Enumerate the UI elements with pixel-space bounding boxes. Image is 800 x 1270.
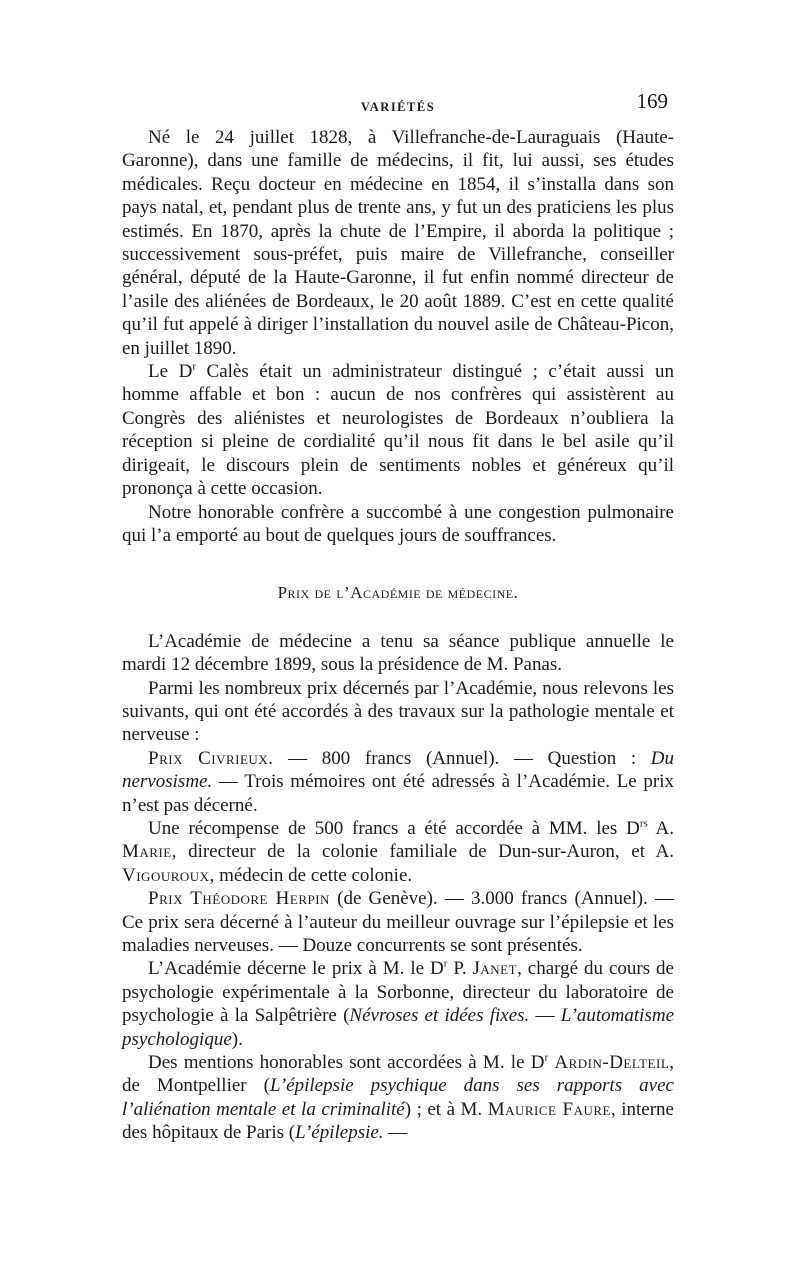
work-title: Névroses et idées fixes.	[349, 1005, 530, 1027]
text-segment: —	[529, 1005, 561, 1027]
work-title: L’automatisme psychologique	[122, 1005, 674, 1050]
obituary-paragraph-2	[122, 360, 674, 500]
page-number: 169	[636, 89, 668, 113]
section-title: Prix de l’Académie de médecine.	[277, 583, 519, 603]
text-segment: L’Académie décerne le prix à M. le D	[148, 958, 444, 980]
prize-herpin	[122, 887, 674, 957]
page-header	[122, 89, 674, 124]
text-segment: A.	[647, 817, 674, 839]
text-segment: — 800 francs (Annuel). — Question :	[273, 747, 651, 769]
person-name: Vigouroux	[122, 864, 210, 886]
superscript: r	[192, 360, 196, 373]
superscript: r	[544, 1051, 549, 1064]
prize-civrieux	[122, 747, 674, 817]
work-title: L’épilepsie psychique dans ses rapports avec l’aliénation mentale et la criminalité	[122, 1075, 674, 1120]
recompense-paragraph	[122, 817, 674, 887]
text-segment: , de Montpellier (	[122, 1052, 675, 1097]
person-name: Maurice Faure	[487, 1098, 611, 1120]
question-title: Du nervosisme.	[122, 747, 675, 793]
text-segment: — Trois mémoires ont été adressés à l’Académie. Le prix n’est pas décerné.	[122, 771, 674, 816]
text-segment: , directeur de la colonie familiale de Dun-sur-Auron, et A.	[171, 841, 674, 863]
superscript: r	[443, 958, 448, 971]
text-segment: ) ; et à M.	[404, 1098, 488, 1120]
obituary-paragraph-1: Né le 24 juillet 1828, à Villefranche-de-Lauraguais (Haute-Garonne), dans une famille de médecins, il fit, lui aussi, ses études médicales. Reçu docteur en médecine en 1854, il s’installa dans son pays natal, et, pendant plus de trente ans, y fut un des praticiens les plus estimés. En 1870, après la chute de l’Empire, il aborda la politique ; successivement sous-préfet, puis maire de Villefranche, conseiller général, député de la Haute-Garonne, il fut enfin nommé directeur de l’asile des aliénées de Bordeaux, le 20 août 1889. C’est en cette qualité qu’il fut appelé à diriger l’installation du nouvel asile de Château-Picon, en juillet 1890.	[122, 127, 674, 359]
text-segment: , médecin de cette colonie.	[209, 864, 413, 886]
person-name: Janet	[472, 958, 518, 980]
text-segment: Des mentions honorables sont accordées à M. le D	[148, 1052, 545, 1074]
text-segment: , chargé du cours de psychologie expérimentale à la Sorbonne, directeur du laboratoire de psychologie à la Salpêtrière (	[122, 958, 674, 1027]
running-head: VARIÉTÉS	[360, 100, 436, 114]
text-segment: —	[383, 1122, 408, 1144]
prize-name: Prix Civrieux.	[148, 747, 274, 769]
superscript: rs	[639, 817, 648, 830]
janet-paragraph	[122, 957, 674, 1051]
text-segment: Une récompense de 500 francs a été accordée à MM. les D	[148, 817, 640, 839]
text-segment: Le D	[148, 361, 193, 383]
text-segment: (de Genève). — 3.000 francs (Annuel). — Ce prix sera décerné à l’auteur du meilleur ouvrage sur l’épilepsie et les maladies nerveuses. — Douze concurrents se sont présentés.	[122, 888, 674, 956]
prizes-paragraph-2: Parmi les nombreux prix décernés par l’Académie, nous relevons les suivants, qui ont été accordés à des travaux sur la pathologie mentale et nerveuse :	[122, 677, 674, 746]
book-page	[122, 89, 675, 1145]
prizes-paragraph-1: L’Académie de médecine a tenu sa séance publique annuelle le mardi 12 décembre 1899, sous la présidence de M. Panas.	[122, 630, 674, 676]
text-segment: , interne des hôpitaux de Paris (	[122, 1098, 674, 1144]
prize-name: Prix Théodore Herpin	[148, 888, 330, 910]
text-segment: ).	[231, 1028, 243, 1050]
obituary-paragraph-3: Notre honorable confrère a succombé à une congestion pulmonaire qui l’a emporté au bout de quelques jours de souffrances.	[122, 501, 674, 546]
text-segment: Calès était un administrateur distingué ; c’était aussi un homme affable et bon : aucun de nos confrères qui assistèrent au Congrès des aliénistes et neurologistes de Bordeaux n’oubliera la réception si pleine de cordialité qu’il nous fit dans le bel asile qu’il dirigeait, le discours plein de sentiments nobles et généreux qu’il prononça à cette occasion.	[122, 361, 674, 500]
work-title: L’épilepsie.	[295, 1122, 384, 1144]
text-segment: P.	[447, 958, 473, 980]
mentions-paragraph	[122, 1051, 674, 1145]
person-name: Marie	[122, 841, 172, 863]
person-name: Ardin-Delteil	[554, 1052, 670, 1074]
